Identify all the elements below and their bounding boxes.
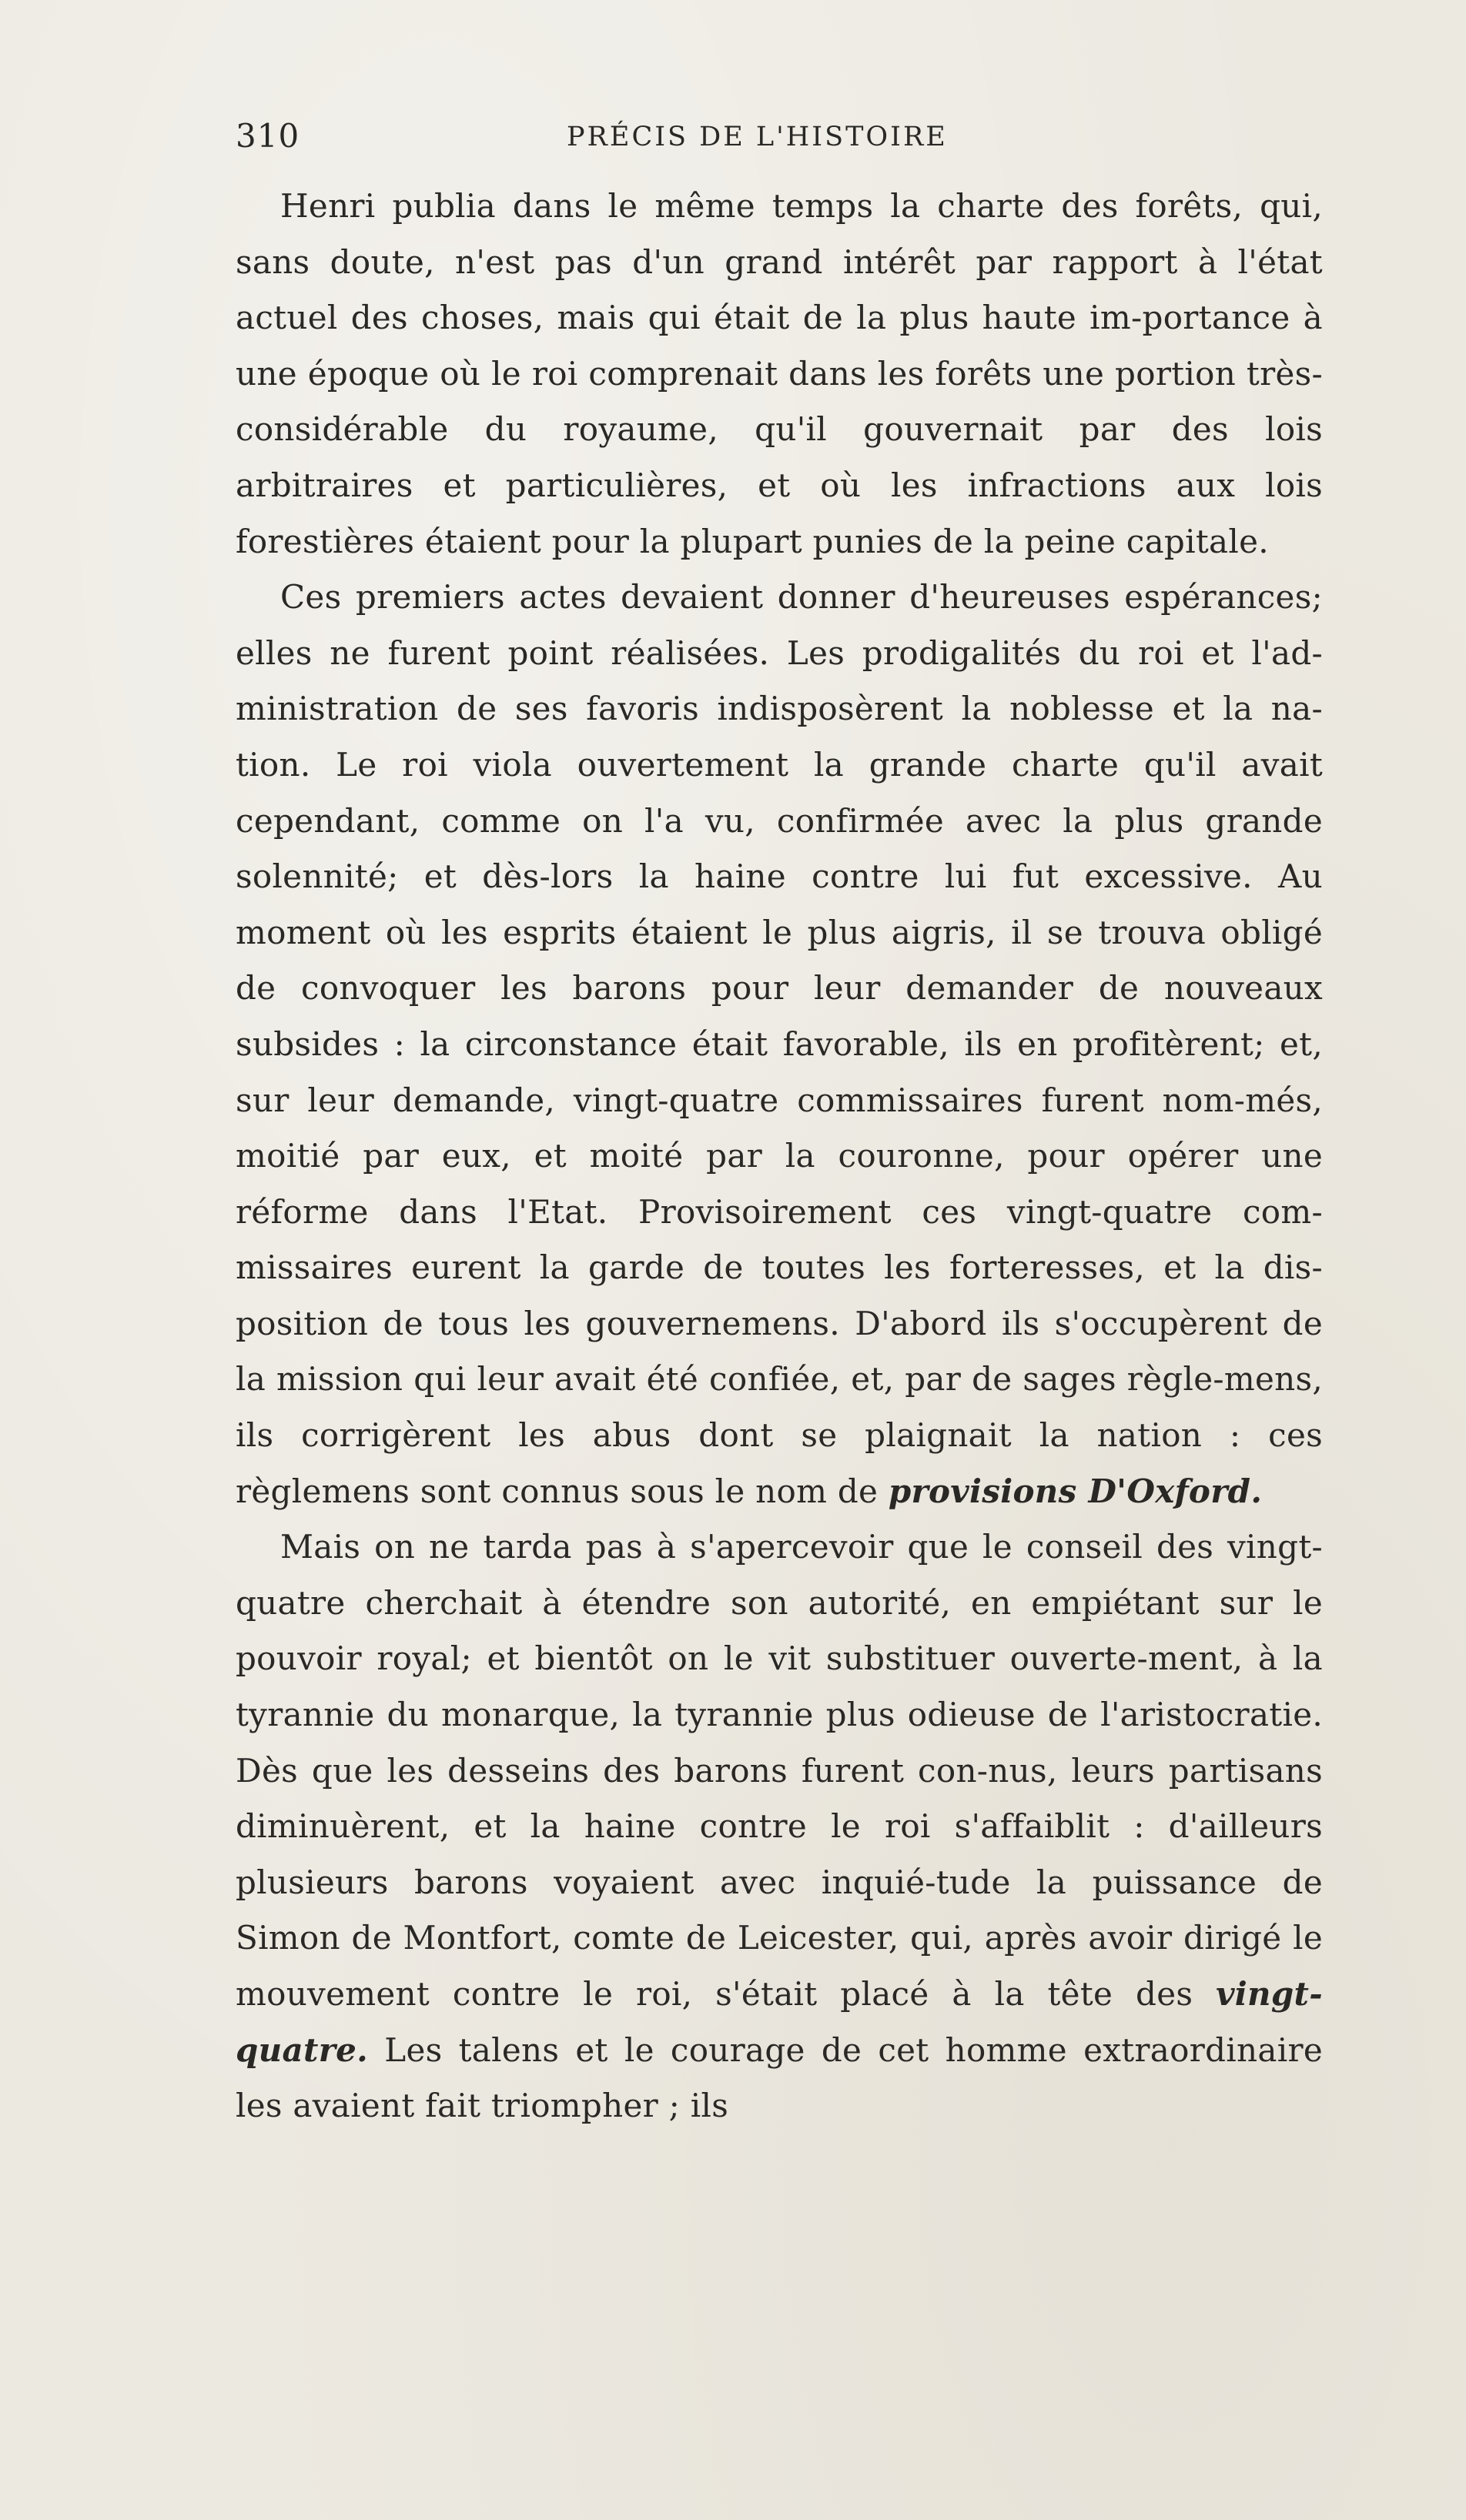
paragraph-text-continued: Les talens et le courage de cet homme extraordinaire les avaient fait triompher ; ils	[236, 2030, 1323, 2125]
italic-term-vingt-quatre: vingt-quatre.	[236, 1975, 1323, 2069]
paragraph-text: Mais on ne tarda pas à s'apercevoir que le conseil des vingt-quatre cherchait à étendre son autorité, en empiétant sur le pouvoir royal; et bientôt on le vit substituer ouverte-ment, à la tyrannie du monarque, la tyrannie plus odieuse de l'aristocratie. Dès que les desseins des barons furent con-nus, leurs partisans diminuèrent, et la haine contre le roi s'affaiblit : d'ailleurs plusieurs barons voyaient avec inquié-tude la puissance de Simon de Montfort, comte de Leicester, qui, après avoir dirigé le mouvement contre le roi, s'était placé à la tête des	[236, 1528, 1323, 2013]
paragraph-text: Ces premiers actes devaient donner d'heureuses espérances; elles ne furent point réalisées. Les prodigalités du roi et l'ad-ministration de ses favoris indisposèrent la noblesse et la na-tion. Le roi viola ouvertement la grande charte qu'il avait cependant, comme on l'a vu, confirmée avec la plus grande solennité; et dès-lors la haine contre lui fut excessive. Au moment où les esprits étaient le plus aigris, il se trouva obligé de convoquer les barons pour leur demander de nouveaux subsides : la circonstance était favorable, ils en profitèrent; et, sur leur demande, vingt-quatre commissaires furent nom-més, moitié par eux, et moité par la couronne, pour opérer une réforme dans l'Etat. Provisoirement ces vingt-quatre com-missaires eurent la garde de toutes les forteresses, et la dis-position de tous les gouvernemens. D'abord ils s'occupèrent de la mission qui leur avait été confiée, et, par de sages règle-mens, ils corrigèrent les abus dont se plaignait la nation : ces règlemens sont connus sous le nom de	[236, 578, 1323, 1510]
page-number: 310	[236, 117, 300, 155]
page-header	[236, 117, 1298, 163]
body-text	[236, 179, 1323, 2134]
paragraph-council-of-twenty-four	[236, 1519, 1323, 2134]
italic-term-provisions-oxford: provisions D'Oxford.	[888, 1472, 1263, 1510]
paragraph-charter-of-forests	[236, 179, 1323, 570]
running-title: PRÉCIS DE L'HISTOIRE	[567, 122, 948, 152]
paragraph-text: Henri publia dans le même temps la charte des forêts, qui, sans doute, n'est pas d'un grand intérêt par rapport à l'état actuel des choses, mais qui était de la plus haute im-portance à une époque où le roi comprenait dans les forêts une portion très-considérable du royaume, qu'il gouvernait par des lois arbitraires et particulières, et où les infractions aux lois forestières étaient pour la plupart punies de la peine capitale.	[236, 187, 1323, 560]
paragraph-first-acts	[236, 570, 1323, 1519]
